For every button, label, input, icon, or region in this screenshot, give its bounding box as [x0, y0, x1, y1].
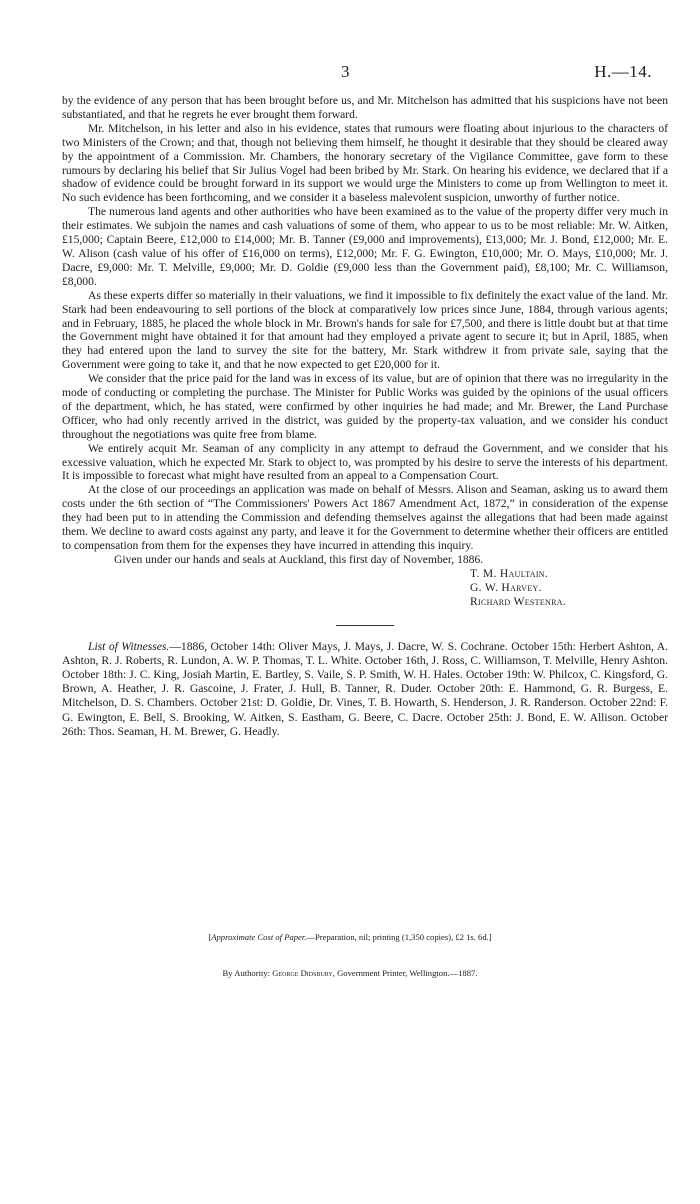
- paragraph: We consider that the price paid for the land was in excess of its value, but are of opinion that there was no irregularity in the mode of conducting or completing the purchase. The Minister for Public Works was guided by the opinions of the usual officers of the department, which, he has stated, were confirmed by other inquiries he had made; and Mr. Brewer, the Land Purchase Officer, who had only recently arrived in the district, was guided by the property-tax valuation, and we consider his conduct throughout the negotiations was quite free from blame.: [62, 372, 668, 441]
- closing-statement: Given under our hands and seals at Auckland, this first day of November, 1886.: [114, 552, 484, 566]
- section-divider: [336, 625, 394, 626]
- cost-note-label: Approximate Cost of Paper.: [211, 932, 307, 942]
- paragraph: We entirely acquit Mr. Seaman of any complicity in any attempt to defraud the Government, and we consider that his excessive valuation, which he expected Mr. Stark to object to, was prompted by his desire to serve the interests of his department. It is impossible to forecast what might have resulted from an appeal to a Compensation Court.: [62, 441, 668, 483]
- imprint-suffix: , Government Printer, Wellington.—1887.: [332, 968, 478, 978]
- paragraph: At the close of our proceedings an application was made on behalf of Messrs. Alison and Seaman, asking us to award them costs under the 6th section of “The Commissioners' Powers Act 1867 Amendment Act, 1872,” in consideration of the expense they had been put to in attending the Commission and defending themselves against the allegations that had been made against them. We decline to award costs against any party, and leave it for the Government to determine whether their officers are entitled to compensation from them for the expenses they have incurred in attending this inquiry.: [62, 483, 668, 552]
- document-reference: H.—14.: [594, 62, 652, 81]
- printer-imprint: [0, 968, 700, 978]
- paragraph: by the evidence of any person that has been brought before us, and Mr. Mitchelson has admitted that his suspicions have not been substantiated, and that he regrets he ever brought them forward.: [62, 94, 668, 121]
- cost-note-detail: —Preparation, nil; printing (1,350 copies), £2 1s. 6d.]: [306, 932, 492, 942]
- paragraph: The numerous land agents and other authorities who have been examined as to the value of the property differ very much in their estimates. We subjoin the names and cash valuations of some of them, who appear to us to be most reliable: Mr. W. Aitken, £15,000; Captain Beere, £12,000 to £14,000; Mr. B. Tanner (£9,000 and improvements), £13,000; Mr. J. Bond, £12,000; Mr. E. W. Alison (cash value of his offer of £16,000 on terms), £12,000; Mr. F. G. Ewington, £10,000; Mr. O. Mays, £10,000; Mr. J. Dacre, £9,000: Mr. T. Melville, £9,000; Mr. D. Goldie (£9,000 less than the Government paid), £8,100; Mr. C. Williamson, £8,000.: [62, 205, 668, 288]
- cost-note: [0, 932, 700, 942]
- imprint-printer: George Didsbury: [272, 968, 333, 978]
- signatory: T. M. Haultain.: [470, 566, 549, 580]
- signature-block: [470, 567, 668, 609]
- paragraph: Mr. Mitchelson, in his letter and also in his evidence, states that rumours were floating about injurious to the characters of two Ministers of the Crown; and that, though not believing them himself, he thought it desirable that they should be cleared away by the appointment of a Commission. Mr. Chambers, the honorary secretary of the Vigilance Committee, gave form to these rumours by declaring his belief that Sir Julius Vogel had been bribed by Mr. Stark. On hearing his evidence, we declared that if a shadow of evidence could be brought forward in its support we would urge the Ministers to come up from Wellington to meet it. No such evidence has been forthcoming, and we consider it a baseless malevolent suspicion, unworthy of further notice.: [62, 121, 668, 205]
- signatory: G. W. Harvey.: [470, 580, 542, 594]
- cost-note-open: [: [208, 932, 212, 942]
- signatory: Richard Westenra.: [470, 594, 567, 608]
- page-number: 3: [341, 62, 350, 81]
- witness-list-heading: List of Witnesses.: [88, 639, 170, 653]
- witness-list: [62, 640, 668, 739]
- imprint-prefix: By Authority:: [222, 968, 273, 978]
- witness-list-text: —1886, October 14th: Oliver Mays, J. Mays, J. Dacre, W. S. Cochrane. October 15th: Herbert Ashton, A. Ashton, R. J. Roberts, R. Lundon, A. W. P. Thomas, T. L. White. October 16th, J. Ross, C. Williamson, T. Melville, Henry Ashton. October 18th: J. C. King, Josiah Martin, E. Bartley, S. Vaile, S. P. Smith, W. H. Hales. October 19th: W. Philcox, C. Kingsford, G. Brown, A. Heather, J. R. Gascoine, J. Frater, J. Hull, B. Tanner, R. Duder. October 20th: E. Hammond, G. R. Burgess, E. Mitchelson, D. S. Chambers. October 21st: D. Goldie, Dr. Vines, T. B. Howarth, S. Henderson, J. R. Randerson. October 22nd: F. G. Ewington, E. Bell, S. Brooking, W. Aitken, S. Eastham, G. Beere, C. Dacre. October 25th: J. Bond, E. W. Allison. October 26th: Thos. Seaman, H. M. Brewer, G. Headly.: [62, 639, 669, 738]
- paragraph: As these experts differ so materially in their valuations, we find it impossible to fix definitely the exact value of the land. Mr. Stark had been endeavouring to sell portions of the block at comparatively low prices since June, 1884, through various agents; and in February, 1885, he placed the whole block in Mr. Brown's hands for sale for £7,500, and there is little doubt but at that time the Government might have obtained it for that amount had they employed a private agent to secure it; but in April, 1885, when they had entered upon the land to survey the site for the battery, Mr. Stark withdrew it from private sale, saying that the Government were going to take it, and that he now expected to get £20,000 for it.: [62, 288, 668, 372]
- document-body: [62, 94, 668, 739]
